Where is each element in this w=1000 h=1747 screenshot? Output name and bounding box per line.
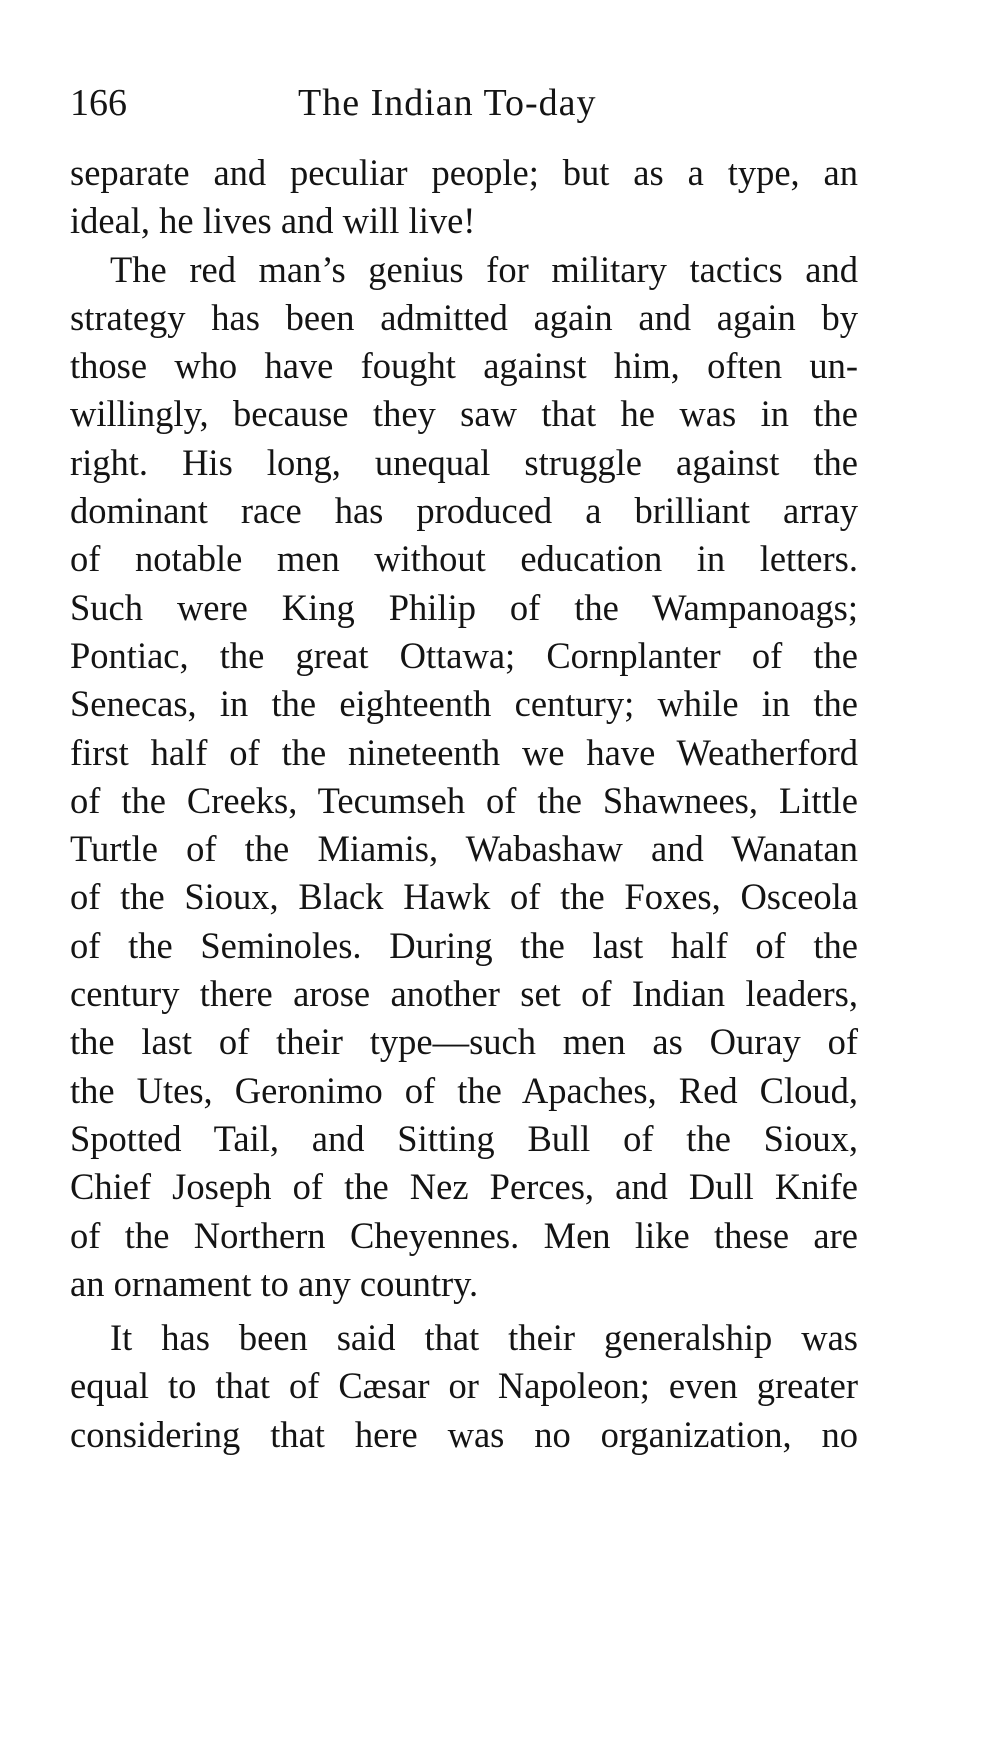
text-line: an ornament to any country. bbox=[70, 1262, 479, 1304]
text-line: dominant race has produced a brilliant array bbox=[70, 490, 858, 532]
text-line: Spotted Tail, and Sitting Bull of the Sioux, bbox=[70, 1117, 858, 1159]
text-line: strategy has been admitted again and again by bbox=[70, 296, 858, 338]
body-text bbox=[70, 149, 858, 1459]
text-line: The red man’s genius for military tactics and bbox=[110, 248, 858, 290]
text-line: right. His long, unequal struggle against the bbox=[70, 441, 858, 483]
text-line: of notable men without education in letters. bbox=[70, 538, 858, 580]
text-line: first half of the nineteenth we have Weatherford bbox=[70, 731, 858, 773]
text-line: ideal, he lives and will live! bbox=[70, 200, 476, 242]
text-line: the Utes, Geronimo of the Apaches, Red Cloud, bbox=[70, 1069, 858, 1111]
text-line: considering that here was no organization, no bbox=[70, 1413, 858, 1455]
text-line: willingly, because they saw that he was in the bbox=[70, 393, 858, 435]
text-line: the last of their type—such men as Ouray of bbox=[70, 1021, 858, 1063]
running-head bbox=[70, 75, 860, 131]
text-line: of the Seminoles. During the last half of the bbox=[70, 924, 858, 966]
running-title: The Indian To-day bbox=[298, 82, 597, 124]
text-line: Chief Joseph of the Nez Perces, and Dull Knife bbox=[70, 1166, 858, 1208]
text-line: separate and peculiar people; but as a type, an bbox=[70, 152, 858, 193]
text-line: of the Northern Cheyennes. Men like these are bbox=[70, 1214, 858, 1256]
text-line: of the Creeks, Tecumseh of the Shawnees, Little bbox=[70, 779, 858, 821]
text-line: equal to that of Cæsar or Napoleon; even greater bbox=[70, 1365, 858, 1407]
text-line: It has been said that their generalship was bbox=[110, 1317, 858, 1359]
text-line: Such were King Philip of the Wampanoags; bbox=[70, 586, 858, 628]
text-line: Turtle of the Miamis, Wabashaw and Wanatan bbox=[70, 828, 858, 870]
text-line: of the Sioux, Black Hawk of the Foxes, Osceola bbox=[70, 876, 858, 918]
text-line: century there arose another set of Indian leaders, bbox=[70, 973, 858, 1015]
text-line: those who have fought against him, often un- bbox=[70, 345, 858, 387]
text-line: Senecas, in the eighteenth century; while in the bbox=[70, 683, 858, 725]
page-number: 166 bbox=[70, 82, 127, 124]
text-line: Pontiac, the great Ottawa; Cornplanter of the bbox=[70, 634, 858, 676]
